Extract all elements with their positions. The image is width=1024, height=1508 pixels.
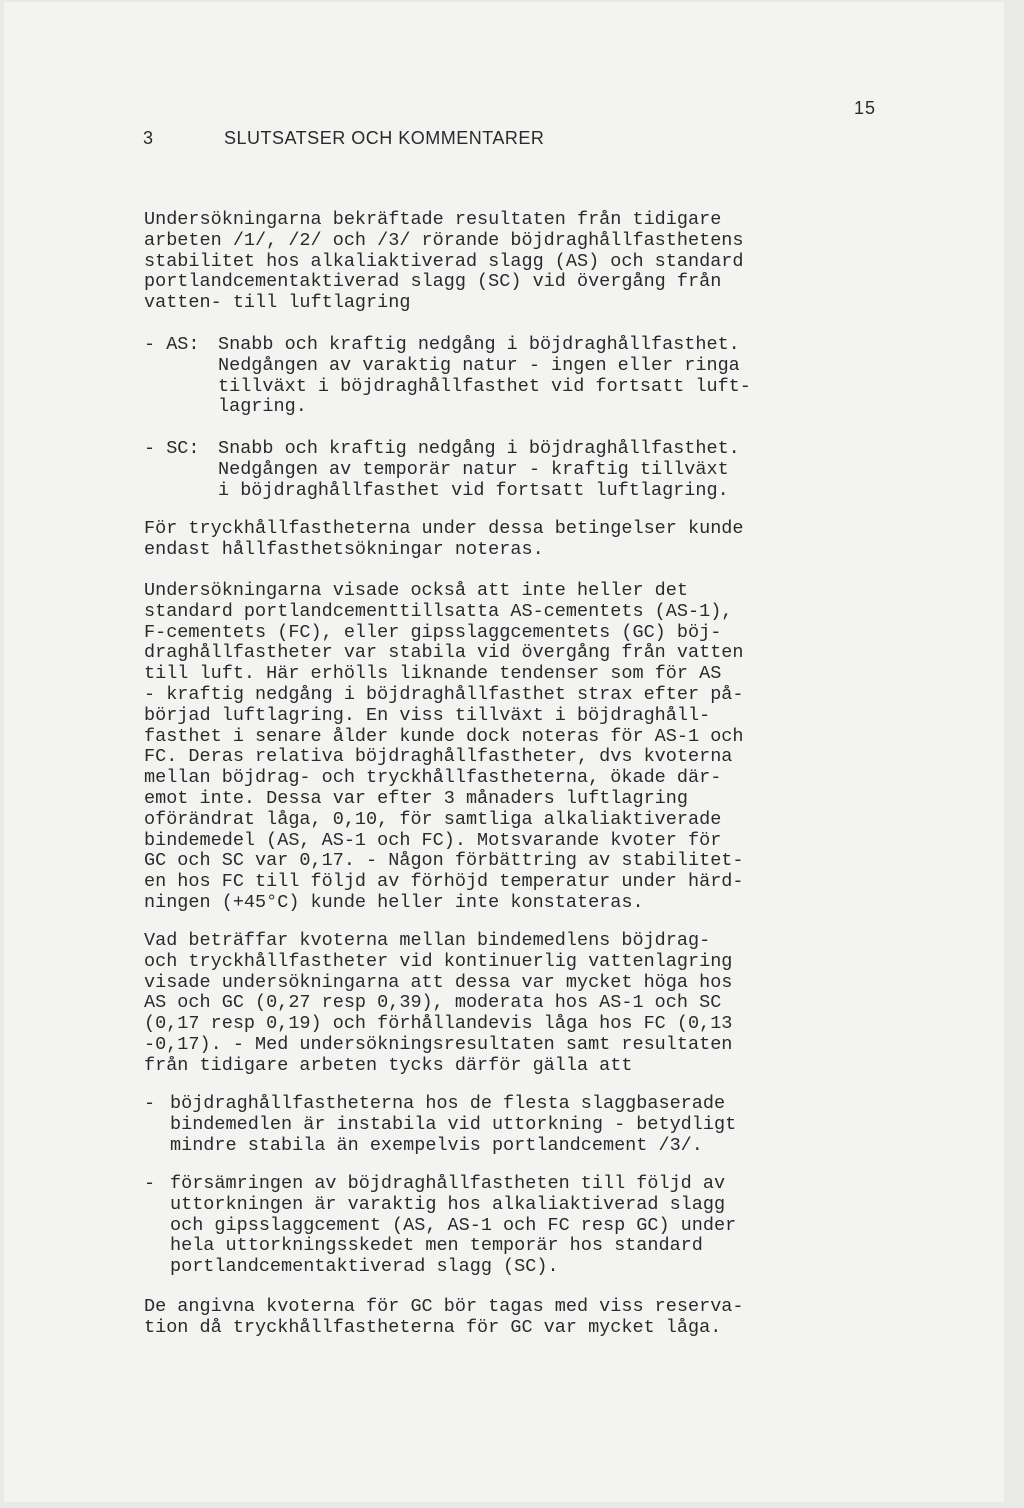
findings-paragraph: Undersökningarna visade också att inte heller det standard portlandcementtillsatta AS-cementets (AS-1), F-cementets (FC), eller gipsslaggcementets (GC) böj- draghållfastheter var stabila vid övergång från vatten till luft. Här erhölls liknande tendenser som för AS - kraftig nedgång i böjdraghållfasthet strax efter på- börjad luftlagring. En viss tillväxt i böjdraghåll- fasthet i senare ålder kunde dock noteras för AS-1 och FC. Deras relativa böjdraghållfastheter, dvs kvoterna mellan böjdrag- och tryckhållfastheterna, ökade där- emot inte. Dessa var efter 3 månaders luftlagring oförändrat låga, 0,10, för samtliga alkaliaktiverade bindemedel (AS, AS-1 och FC). Motsvarande kvoter för GC och SC var 0,17. - Någon förbättring av stabilitet- en hos FC till följd av förhöjd temperatur under härd- ningen (+45°C) kunde heller inte konstateras. — [144, 580, 744, 913]
sc-finding-label: - SC: — [144, 438, 200, 459]
section-number: 3 — [143, 128, 154, 148]
ratios-paragraph: Vad beträffar kvoterna mellan bindemedlens böjdrag- och tryckhållfastheter vid kontinuerlig vattenlagring visade undersökningarna att dessa var mycket höga hos AS och GC (0,27 resp 0,39), moderata hos AS-1 och SC (0,17 resp 0,19) och förhållandevis låga hos FC (0,13 -0,17). - Med undersökningsresultaten samt resultaten från tidigare arbeten tycks därför gälla att — [144, 930, 733, 1076]
as-finding-text: Snabb och kraftig nedgång i böjdraghållfasthet. Nedgången av varaktig natur - ingen eller ringa tillväxt i böjdraghållfasthet vid fortsatt luft- lagring. — [218, 334, 751, 418]
conclusion-bullet: - — [144, 1093, 156, 1114]
document-page — [4, 2, 1004, 1502]
conclusion-bullet: - — [144, 1173, 156, 1194]
page-number: 15 — [854, 98, 877, 118]
section-title: SLUTSATSER OCH KOMMENTARER — [224, 128, 545, 148]
reservation-paragraph: De angivna kvoterna för GC bör tagas med viss reserva- tion då tryckhållfastheterna för GC var mycket låga. — [144, 1296, 744, 1338]
conclusion-text: böjdraghållfastheterna hos de flesta slaggbaserade bindemedlen är instabila vid uttorkning - betydligt mindre stabila än exempelvis portlandcement /3/. — [170, 1093, 737, 1156]
conclusion-text: försämringen av böjdraghållfastheten till följd av uttorkningen är varaktig hos alkaliaktiverad slagg och gipsslaggcement (AS, AS-1 och FC resp GC) under hela uttorkningsskedet men temporär hos standard portlandcementaktiverad slagg (SC). — [170, 1173, 737, 1278]
intro-paragraph: Undersökningarna bekräftade resultaten från tidigare arbeten /1/, /2/ och /3/ rörande böjdraghållfasthetens stabilitet hos alkaliaktiverad slagg (AS) och standard portlandcementaktiverad slagg (SC) vid övergång från vatten- till luftlagring — [144, 209, 744, 314]
as-finding-label: - AS: — [144, 334, 200, 355]
compressive-strength-paragraph: För tryckhållfastheterna under dessa betingelser kunde endast hållfasthetsökningar noteras. — [144, 518, 744, 560]
sc-finding-text: Snabb och kraftig nedgång i böjdraghållfasthet. Nedgången av temporär natur - kraftig tillväxt i böjdraghållfasthet vid fortsatt luftlagring. — [218, 438, 740, 501]
